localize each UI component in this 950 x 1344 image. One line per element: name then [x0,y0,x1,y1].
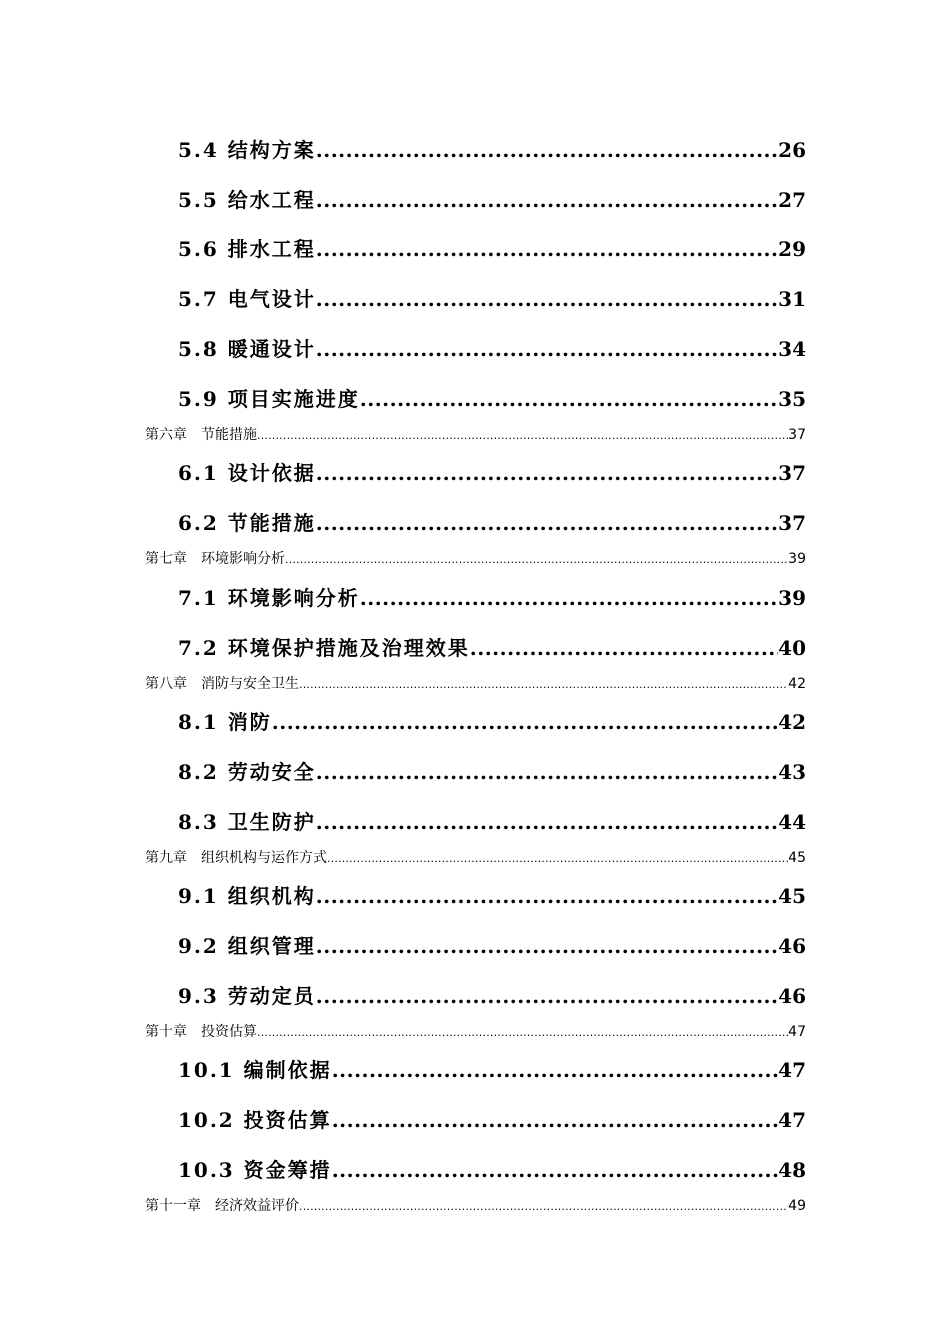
toc-chapter-9[interactable] [145,848,806,868]
dot-leader [316,508,778,538]
toc-chapter-label: 第九章 组织机构与运作方式 [145,850,327,866]
toc-page-number: 40 [778,636,806,660]
dot-leader [332,1155,778,1185]
toc-page-number: 46 [778,934,806,958]
toc-entry-label: 7.2 环境保护措施及治理效果 [178,636,470,660]
dot-leader [299,675,788,695]
dot-leader [299,1197,788,1217]
toc-entry-label: 9.2 组织管理 [178,934,316,958]
dot-leader [316,981,778,1011]
toc-entry-label: 6.1 设计依据 [178,461,316,485]
toc-entry-9-3[interactable] [178,981,806,1011]
toc-page-number: 47 [778,1058,806,1082]
dot-leader [316,757,778,787]
dot-leader [316,334,778,364]
toc-entry-10-1[interactable] [178,1055,806,1085]
toc-page-number: 37 [778,511,806,535]
dot-leader [316,234,778,264]
dot-leader [316,135,778,165]
toc-page-number: 31 [778,287,806,311]
dot-leader [332,1105,778,1135]
toc-page-number: 42 [778,710,806,734]
dot-leader [285,550,788,570]
toc-entry-label: 8.3 卫生防护 [178,810,316,834]
toc-page-number: 37 [788,427,806,443]
toc-entry-label: 9.3 劳动定员 [178,984,316,1008]
toc-entry-9-1[interactable] [178,881,806,911]
toc-entry-label: 10.2 投资估算 [178,1108,332,1132]
toc-page-number: 26 [778,138,806,162]
toc-page-number: 46 [778,984,806,1008]
dot-leader [470,633,778,663]
dot-leader [327,849,788,869]
toc-entry-label: 10.3 资金筹措 [178,1158,332,1182]
toc-entry-10-2[interactable] [178,1105,806,1135]
toc-page-number: 44 [778,810,806,834]
toc-chapter-label: 第七章 环境影响分析 [145,551,285,567]
toc-entry-8-3[interactable] [178,807,806,837]
toc-entry-label: 5.9 项目实施进度 [178,387,360,411]
dot-leader [316,931,778,961]
dot-leader [257,1023,788,1043]
toc-page-number: 43 [778,760,806,784]
toc-entry-label: 6.2 节能措施 [178,511,316,535]
toc-entry-label: 9.1 组织机构 [178,884,316,908]
dot-leader [257,426,788,446]
dot-leader [272,707,778,737]
toc-entry-5-4[interactable] [178,135,806,165]
toc-page-number: 37 [778,461,806,485]
toc-entry-label: 5.5 给水工程 [178,188,316,212]
dot-leader [316,458,778,488]
toc-entry-label: 8.1 消防 [178,710,272,734]
dot-leader [316,185,778,215]
toc-entry-10-3[interactable] [178,1155,806,1185]
toc-entry-6-1[interactable] [178,458,806,488]
toc-entry-9-2[interactable] [178,931,806,961]
toc-entry-label: 5.4 结构方案 [178,138,316,162]
toc-entry-label: 5.8 暖通设计 [178,337,316,361]
toc-chapter-6[interactable] [145,425,806,445]
toc-entry-8-2[interactable] [178,757,806,787]
toc-chapter-10[interactable] [145,1022,806,1042]
toc-page-number: 42 [788,676,806,692]
toc-entry-label: 5.6 排水工程 [178,237,316,261]
toc-entry-label: 5.7 电气设计 [178,287,316,311]
toc-page-number: 47 [788,1024,806,1040]
toc-chapter-7[interactable] [145,549,806,569]
toc-entry-8-1[interactable] [178,707,806,737]
toc-entry-5-9[interactable] [178,384,806,414]
dot-leader [360,384,778,414]
toc-entry-7-1[interactable] [178,583,806,613]
toc-page-number: 27 [778,188,806,212]
dot-leader [316,284,778,314]
toc-entry-label: 7.1 环境影响分析 [178,586,360,610]
toc-chapter-label: 第八章 消防与安全卫生 [145,676,299,692]
dot-leader [332,1055,778,1085]
toc-page-number: 39 [778,586,806,610]
toc-chapter-label: 第十章 投资估算 [145,1024,257,1040]
dot-leader [316,881,778,911]
toc-entry-label: 10.1 编制依据 [178,1058,332,1082]
toc-entry-5-8[interactable] [178,334,806,364]
toc-chapter-label: 第十一章 经济效益评价 [145,1198,299,1214]
toc-page-number: 45 [778,884,806,908]
toc-page-number: 34 [778,337,806,361]
toc-chapter-11[interactable] [145,1196,806,1216]
toc-entry-5-7[interactable] [178,284,806,314]
toc-page-number: 45 [788,850,806,866]
toc-page-number: 49 [788,1198,806,1214]
dot-leader [316,807,778,837]
toc-entry-5-6[interactable] [178,234,806,264]
toc-chapter-8[interactable] [145,674,806,694]
toc-page-number: 48 [778,1158,806,1182]
toc-entry-7-2[interactable] [178,633,806,663]
toc-page-number: 35 [778,387,806,411]
toc-page-number: 39 [788,551,806,567]
toc-page-number: 29 [778,237,806,261]
toc-chapter-label: 第六章 节能措施 [145,427,257,443]
toc-page-number: 47 [778,1108,806,1132]
toc-entry-label: 8.2 劳动安全 [178,760,316,784]
toc-entry-6-2[interactable] [178,508,806,538]
dot-leader [360,583,778,613]
toc-entry-5-5[interactable] [178,185,806,215]
